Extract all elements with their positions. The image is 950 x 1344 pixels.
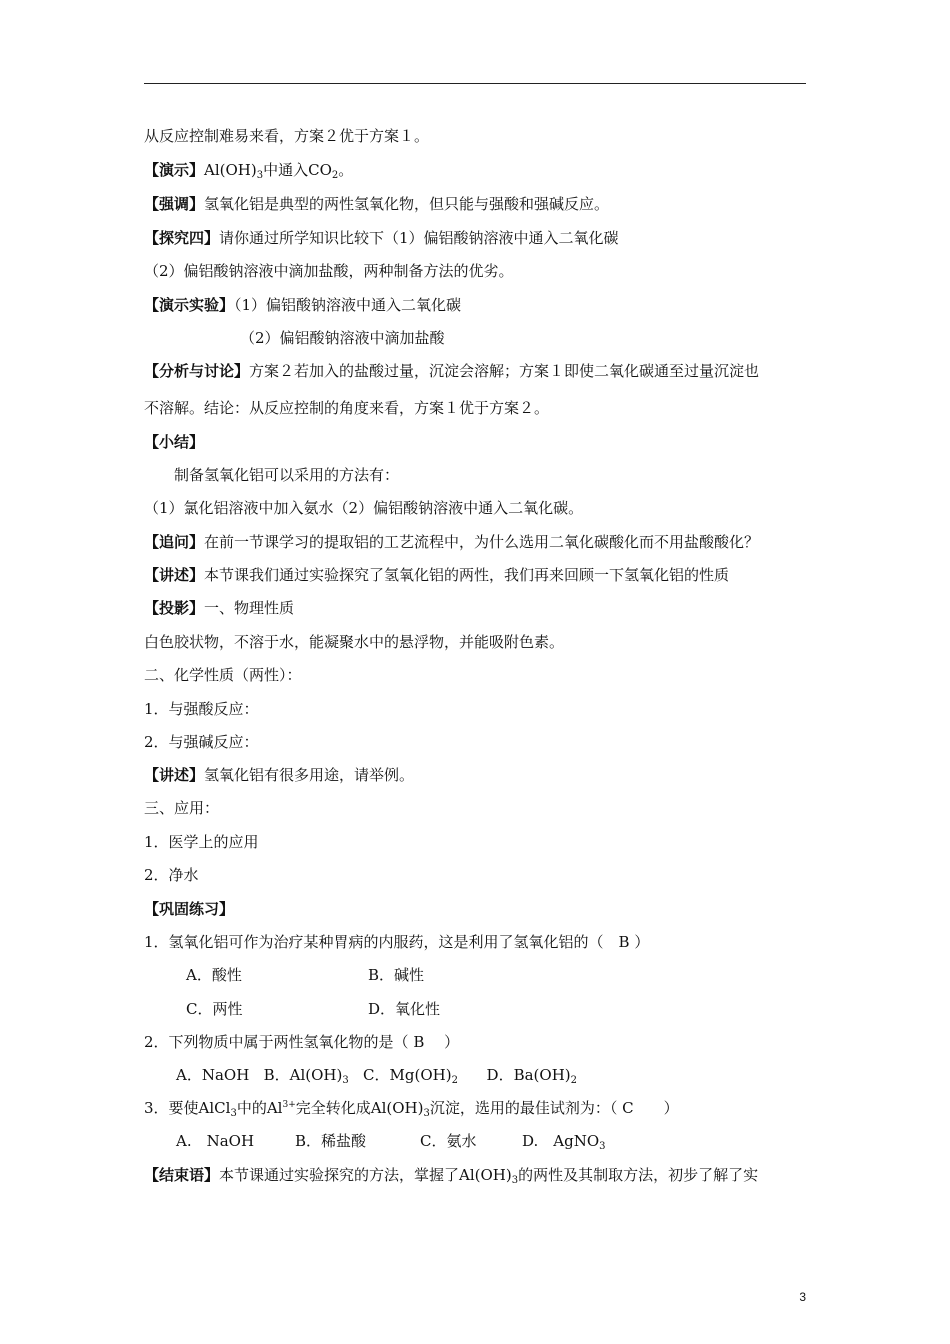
section-tag: 【演示】 (144, 161, 205, 179)
option: D．氧化性 (368, 1000, 441, 1018)
paragraph: 2．净水 (144, 866, 199, 884)
header-rule (144, 83, 806, 84)
question-3: 3．要使AlCl$_3$中的$Al^{3+}$完全转化成$Al(OH)_3$沉淀，选用的最佳试剂为：（ C ） (144, 1099, 679, 1119)
paragraph: 白色胶状物，不溶于水，能凝聚水中的悬浮物，并能吸附色素。 (144, 633, 565, 651)
options-row: A．NaOH B．$Al(OH)_3$ C．$Mg(OH)_2$ D．$Ba(OH)_2$ (176, 1066, 577, 1086)
option: A. NaOH (176, 1132, 255, 1150)
lecture-paragraph: 【讲述】氢氧化铝有很多用途，请举例。 (144, 766, 415, 784)
paragraph: （2）偏铝酸钠溶液中滴加盐酸 (240, 329, 445, 347)
option: B．碱性 (368, 966, 425, 984)
question-1: 1．氢氧化铝可作为治疗某种胃病的内服药，这是利用了氢氧化铝的（ B ） (144, 933, 650, 951)
emphasis-paragraph: 【强调】氢氧化铝是典型的两性氢氧化物，但只能与强酸和强碱反应。 (144, 195, 610, 213)
section-tag: 【投影】 (144, 599, 205, 617)
paragraph: （1）氯化铝溶液中加入氨水（2）偏铝酸钠溶液中通入二氧化碳。 (144, 499, 584, 517)
section-tag: 【演示实验】 (144, 296, 235, 314)
paragraph: （2）偏铝酸钠溶液中滴加盐酸，两种制备方法的优劣。 (144, 262, 514, 280)
option: B．稀盐酸 (295, 1132, 367, 1150)
section-tag: 【巩固练习】 (144, 900, 235, 918)
projection-paragraph: 【投影】一、物理性质 (144, 599, 295, 617)
section-tag: 【小结】 (144, 433, 205, 451)
section-tag: 【探究四】 (144, 229, 220, 247)
option: C．两性 (186, 1000, 243, 1018)
paragraph: 二、化学性质（两性）： (144, 666, 302, 684)
paragraph: 1．医学上的应用 (144, 833, 259, 851)
section-tag: 【强调】 (144, 195, 205, 213)
option: C．氨水 (420, 1132, 477, 1150)
demo-paragraph: 【演示】$Al(OH)_3$中通入$CO_2$。 (144, 161, 354, 181)
section-tag: 【结束语】 (144, 1166, 220, 1184)
option: D. AgNO$_3$ (522, 1132, 606, 1152)
paragraph: 制备氢氧化铝可以采用的方法有： (174, 466, 400, 484)
page-number: 3 (799, 1290, 806, 1304)
paragraph: 不溶解。结论：从反应控制的角度来看，方案１优于方案２。 (144, 399, 550, 417)
section-tag: 【讲述】 (144, 766, 205, 784)
question-2: 2．下列物质中属于两性氢氧化物的是（ B ） (144, 1033, 460, 1051)
question-paragraph: 【追问】在前一节课学习的提取铝的工艺流程中，为什么选用二氧化碳酸化而不用盐酸酸化？ (144, 533, 760, 551)
lecture-paragraph: 【讲述】本节课我们通过实验探究了氢氧化铝的两性，我们再来回顾一下氢氧化铝的性质 (144, 566, 730, 584)
paragraph: 三、应用： (144, 799, 220, 817)
explore-paragraph: 【探究四】请你通过所学知识比较下（1）偏铝酸钠溶液中通入二氧化碳 (144, 229, 619, 247)
paragraph: 2．与强碱反应： (144, 733, 259, 751)
section-tag: 【分析与讨论】 (144, 362, 250, 380)
paragraph: 从反应控制难易来看，方案２优于方案１。 (144, 127, 430, 145)
demo-experiment: 【演示实验】（1）偏铝酸钠溶液中通入二氧化碳 (144, 296, 462, 314)
option: A．酸性 (186, 966, 242, 984)
section-tag: 【追问】 (144, 533, 205, 551)
section-tag: 【讲述】 (144, 566, 205, 584)
analysis-paragraph: 【分析与讨论】方案２若加入的盐酸过量，沉淀会溶解；方案１即使二氧化碳通至过量沉淀也 (144, 362, 760, 380)
ending-paragraph: 【结束语】本节课通过实验探究的方法，掌握了$Al(OH)_3$的两性及其制取方法，初步了解了实 (144, 1166, 759, 1186)
paragraph: 1．与强酸反应： (144, 700, 259, 718)
